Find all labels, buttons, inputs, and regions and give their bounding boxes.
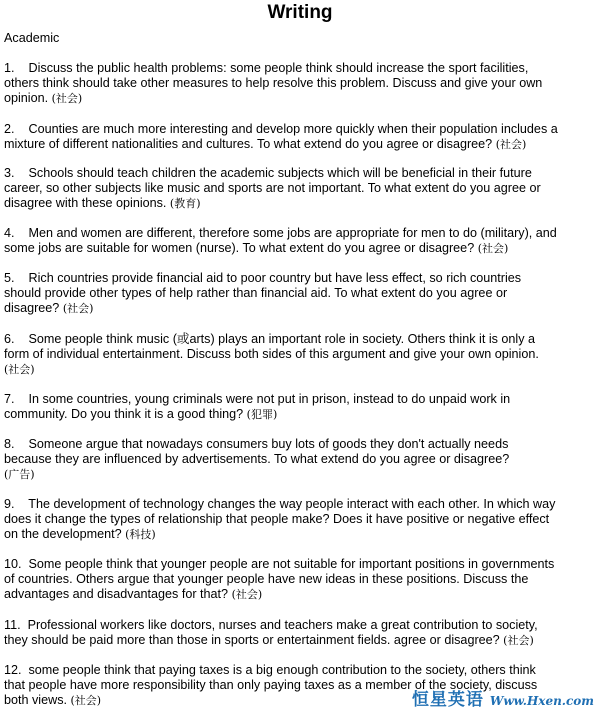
- list-item: [4, 557, 596, 602]
- list-item: [4, 122, 596, 152]
- category-tag: (社会): [495, 138, 527, 151]
- category-tag: (社会): [503, 634, 534, 647]
- item-text: 5. Rich countries provide financial aid to poor country but have less effect, so rich countries should provide other types of help rather than financial aid. To what extent do you agree or disagree?: [4, 271, 522, 315]
- category-tag: (社会): [477, 242, 509, 255]
- list-item: [4, 497, 596, 542]
- list-item: [4, 226, 596, 256]
- watermark-url: Www.Hxen.com: [489, 694, 594, 708]
- category-tag: (教育): [169, 197, 201, 210]
- item-text: 6. Some people think music (或arts) plays an important role in society. Others think it is only a form of individual entertainment. Discuss both sides of this argument and give your own opinion.: [4, 332, 539, 361]
- item-text: 7. In some countries, young criminals were not put in prison, instead to do unpaid work in community. Do you think it is a good thing?: [4, 392, 511, 421]
- item-text: 11. Professional workers like doctors, nurses and teachers make a great contribution to society, they should be paid more than those in sports or entertainment fields. agree or disagree?: [4, 618, 538, 647]
- category-tag: (社会): [62, 302, 94, 315]
- item-text: 4. Men and women are different, therefore some jobs are appropriate for men to do (military), and some jobs are suitable for women (nurse). To what extent do you agree or disagree?: [4, 226, 557, 255]
- list-item: [4, 392, 596, 422]
- section-label: Academic: [4, 31, 60, 45]
- item-text: 1. Discuss the public health problems: some people think should increase the sport facilities, others think should take other measures to help resolve this problem. Discuss and give your own opinion.: [4, 61, 543, 105]
- item-text: 8. Someone argue that nowadays consumers buy lots of goods they don't actually needs because they are influenced by advertisements. To what extend do you agree or disagree?: [4, 437, 510, 466]
- watermark-brand: 恒星英语: [411, 690, 484, 710]
- item-text: 9. The development of technology changes the way people interact with each other. In which way does it change the types of relationship that people make? Does it have positive or negative effect on the development?: [4, 497, 556, 541]
- category-tag: (社会): [231, 588, 263, 601]
- list-item: [4, 61, 596, 106]
- category-tag: (广告): [4, 468, 35, 481]
- category-tag: (社会): [4, 363, 35, 376]
- category-tag: (犯罪): [246, 408, 278, 421]
- list-item: [4, 618, 596, 648]
- list-item: [4, 271, 596, 316]
- category-tag: (社会): [70, 694, 102, 707]
- item-text: 2. Counties are much more interesting and develop more quickly when their population includes a mixture of different nationalities and cultures. To what extend do you agree or disagree?: [4, 122, 558, 151]
- list-item: [4, 332, 596, 377]
- item-text: 12. some people think that paying taxes is a big enough contribution to the society, others think that people have more responsibility than only paying taxes as a member of the society, discuss both views.: [4, 663, 538, 707]
- item-text: 3. Schools should teach children the academic subjects which will be beneficial in their future career, so other subjects like music and sports are not important. To what extent do you agree or disagree with these opinions.: [4, 166, 541, 210]
- category-tag: (科技): [125, 528, 156, 541]
- page-title: Writing: [267, 2, 333, 23]
- category-tag: (社会): [51, 92, 83, 105]
- site-watermark: [412, 685, 594, 710]
- list-item: [4, 166, 596, 211]
- list-item: [4, 437, 596, 482]
- item-text: 10. Some people think that younger people are not suitable for important positions in governments of countries. Others argue that younger people have new ideas in these positions. Discuss the advantages and disadvantages for that?: [4, 557, 555, 601]
